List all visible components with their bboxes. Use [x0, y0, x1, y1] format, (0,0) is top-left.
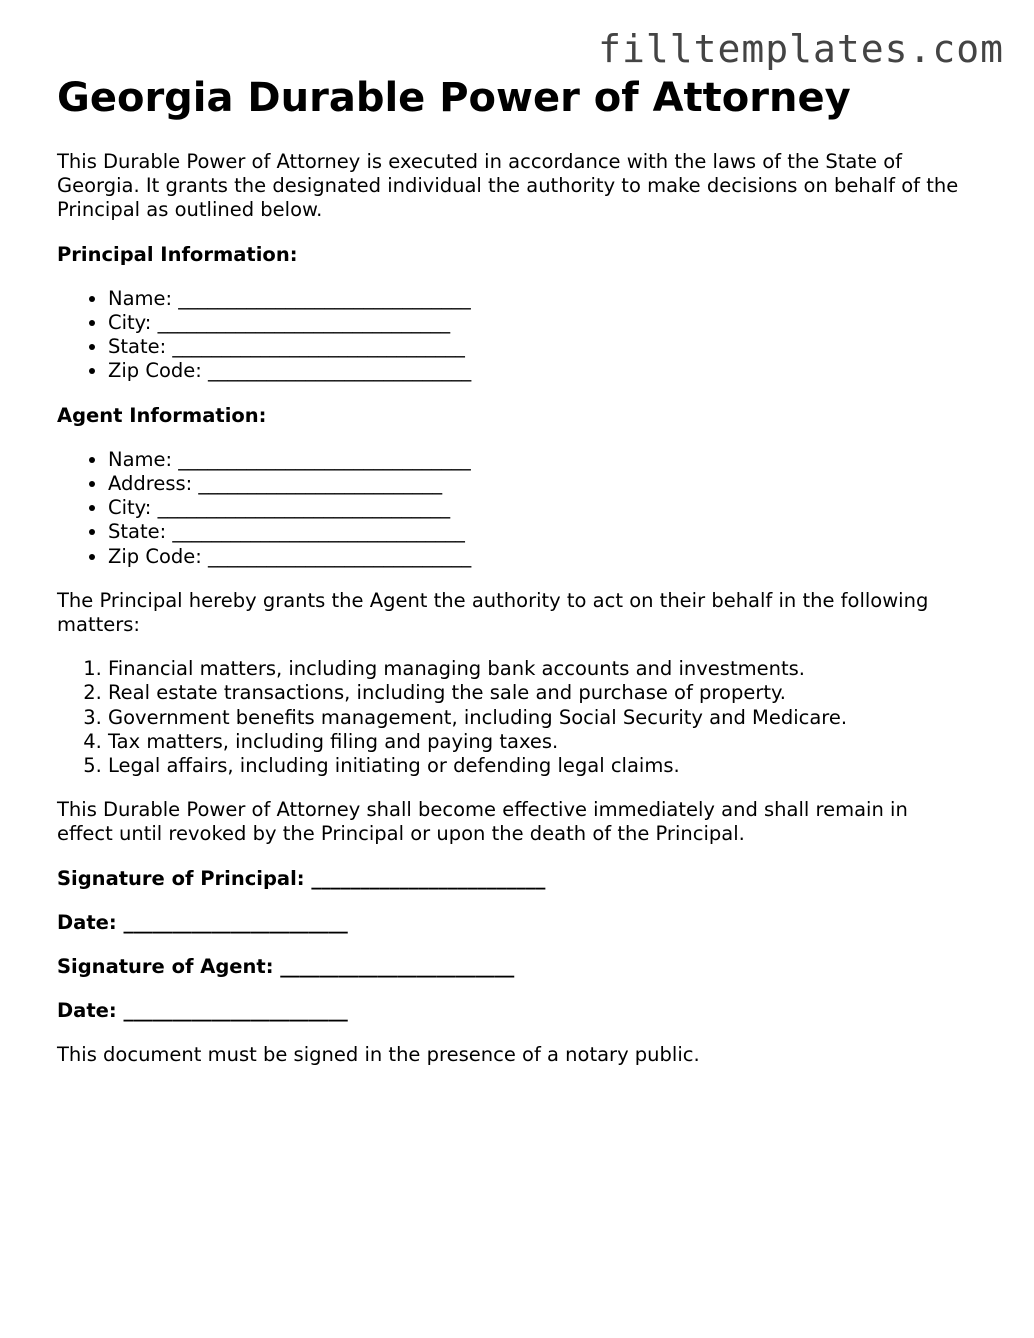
- agent-name-field: • Name: ______________________________: [108, 448, 967, 472]
- matter-item: 2. Real estate transactions, including the sale and purchase of property.: [108, 681, 967, 705]
- principal-zip-field: • Zip Code: ___________________________: [108, 359, 967, 383]
- agent-fields-list: [57, 448, 967, 569]
- matters-list: [57, 657, 967, 778]
- agent-address-field: • Address: _________________________: [108, 472, 967, 496]
- notary-paragraph: This document must be signed in the presence of a notary public.: [57, 1043, 700, 1067]
- grant-paragraph: The Principal hereby grants the Agent the authority to act on their behalf in the following matters:: [57, 588, 929, 637]
- watermark-logo: filltemplates.com: [598, 27, 1004, 71]
- effective-paragraph: This Durable Power of Attorney shall become effective immediately and shall remain in effect until revoked by the Principal or upon the death of the Principal.: [57, 798, 908, 846]
- principal-fields-list: [57, 287, 967, 384]
- agent-signature-line: Signature of Agent: ________________________: [57, 955, 515, 979]
- intro-paragraph: This Durable Power of Attorney is executed in accordance with the laws of the State of Georgia. It grants the designated individual the authority to make decisions on behalf of the Principal as outlined below.: [57, 150, 959, 222]
- principal-state-field: • State: ______________________________: [108, 335, 967, 359]
- agent-heading: Agent Information:: [57, 403, 267, 427]
- document-title: Georgia Durable Power of Attorney: [57, 75, 851, 121]
- agent-date-line: Date: _______________________: [57, 999, 348, 1023]
- matter-item: 3. Government benefits management, including Social Security and Medicare.: [108, 706, 967, 730]
- principal-signature-line: Signature of Principal: ________________________: [57, 866, 546, 890]
- principal-city-field: • City: ______________________________: [108, 311, 967, 335]
- matter-item: 4. Tax matters, including filing and paying taxes.: [108, 730, 967, 754]
- principal-heading: Principal Information:: [57, 242, 298, 266]
- principal-date-line: Date: _______________________: [57, 910, 348, 934]
- agent-city-field: • City: ______________________________: [108, 496, 967, 520]
- matter-item: 5. Legal affairs, including initiating or defending legal claims.: [108, 754, 967, 778]
- agent-zip-field: • Zip Code: ___________________________: [108, 545, 967, 569]
- principal-name-field: • Name: ______________________________: [108, 287, 967, 311]
- document-body: [57, 150, 967, 1088]
- agent-state-field: • State: ______________________________: [108, 520, 967, 544]
- matter-item: 1. Financial matters, including managing bank accounts and investments.: [108, 657, 967, 681]
